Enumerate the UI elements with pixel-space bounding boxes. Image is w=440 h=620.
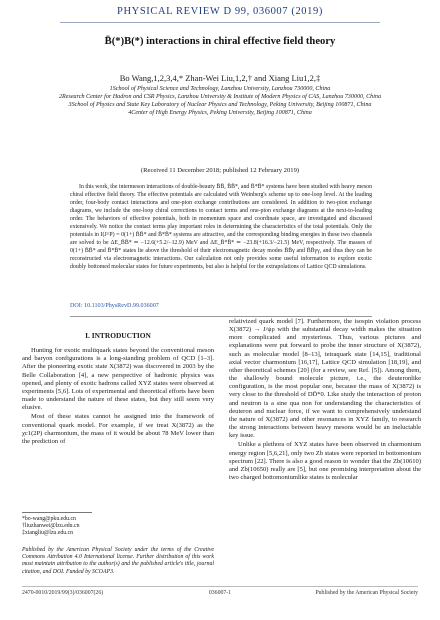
footnotes bbox=[22, 516, 214, 537]
footnote-email-2: †liuzhanwei@lzu.edu.cn bbox=[22, 523, 80, 529]
author-list: Bo Wang,1,2,3,4,* Zhan-Wei Liu,1,2,† and Xiang Liu1,2,‡ bbox=[119, 73, 321, 83]
section-title: I. INTRODUCTION bbox=[85, 331, 151, 340]
abstract: In this work, the intermeson interactions of double-beauty B̄B̄, B̄B̄*, and B̄*B̄* systems have been studied with heavy meson chiral effective field theory. The effective potentials are calculated with Weinberg's scheme up to one-loop level. At the leading order, four-body contact interactions and one-pion exchange contributions are considered. In addition to two-pion exchange diagrams, we include the one-loop chiral corrections to contact terms and one-pion exchange diagrams at the next-to-leading order. The behaviors of effective potentials, both in momentum space and coordinate space, are investigated and discussed extensively. We notice the contact terms play important roles in determining the characteristics of the total potentials. Only the potentials in I(J^P) = 0(1+) B̄B̄* and B̄*B̄* systems are attractive, and the corresponding binding energies in these two channels are solved to be ΔE_B̄B̄* ≃ −12.6(+5.2/−12.9) MeV and ΔE_B̄*B̄* ≃ −23.8(+16.3/−21.5) MeV, respectively. The masses of 0(1+) B̄B̄* and B̄*B̄* states lie above the threshold of their electromagnetic decay modes B̄B̄γ and B̄B̄γγ, and thus they can be reconstructed via electromagnetic interactions. Our calculation not only provides some useful information to explore exotic doubly bottomed molecular states for future experiments, but also is helpful for the extrapolations of Lattice QCD simulations. bbox=[70, 184, 372, 271]
bottom-rule bbox=[22, 586, 418, 587]
footer-page-number: 036007-1 bbox=[208, 590, 232, 596]
footnote-rule bbox=[22, 512, 92, 513]
received-dates: (Received 11 December 2018; published 12 February 2019) bbox=[140, 167, 300, 174]
license-note: Published by the American Physical Society under the terms of the Creative Commons Attribution 4.0 International license. Further distribution of this work must maintain attribution to the author(s) and the published article's title, journal citation, and DOI. Funded by SCOAP3. bbox=[22, 547, 214, 575]
footer-publisher: Published by the American Physical Society bbox=[315, 590, 418, 596]
affiliation-4: 4Center of High Energy Physics, Peking University, Beijing 100871, China bbox=[128, 109, 312, 116]
doi-link[interactable]: DOI: 10.1103/PhysRevD.99.036007 bbox=[70, 303, 159, 309]
intro-paragraph-3: relativized quark model [7]. Furthermore, the isospin violation process X(3872) → J/ψρ with the substantial decay width makes the situation more complicated and mysterious. Thus, various pictures and explanations were put forward to probe the inner structure of X(3872), such as molecular model [8–13], tetraquark state [14,15], traditional axial vector charmonium [16,17], Lattice QCD simulation [18,19], and other theoretical schemes [20] (for a review, see Ref. [5]). Among them, the shallowly bound molecule picture, i.e., the deuteronlike configuration, is the most popular one, because the mass of X(3872) is very close to the threshold of DD̄*0. Like study the interaction of proton and neutron is a sine qua non for understanding the characteristics of deuteron and nuclear force, if we want to comprehensively understand the nature of X(3872) and other resonances in XYZ family, to research the strong interactions between heavy mesons would be an ineluctable key issue. bbox=[229, 318, 421, 440]
affiliation-2: 2Research Center for Hadron and CSR Physics, Lanzhou University & Institute of Modern Physics of CAS, Lanzhou 730000, China bbox=[59, 93, 381, 100]
affiliation-3: 3School of Physics and State Key Laboratory of Nuclear Physics and Technology, Peking University, Beijing 100871, China bbox=[68, 101, 372, 108]
footnote-email-3: ‡xiangliu@lzu.edu.cn bbox=[22, 530, 74, 536]
footnote-email-1: *bo-wang@pku.edu.cn bbox=[22, 516, 76, 522]
right-column bbox=[229, 318, 421, 483]
header-rule bbox=[60, 22, 380, 23]
intro-paragraph-4: Unlike a plethora of XYZ states have been observed in charmonium energy region [5,6,21], only two Zb states were reported in bottomonium spectrum [22]. There is also a good reason to wonder that the Zb(10610) and Zb(10650) really are [5], but one promising interpretation about the two charged bottomoniumlike states is molecular bbox=[229, 441, 421, 481]
doi-line bbox=[70, 303, 372, 309]
affiliation-1: 1School of Physical Science and Technology, Lanzhou University, Lanzhou 730000, China bbox=[109, 86, 331, 92]
affiliations bbox=[40, 86, 400, 118]
left-column bbox=[22, 326, 214, 447]
intro-paragraph-2: Most of these states cannot be assigned into the framework of conventional quark model. For example, if we treat X(3872) as the χc1(2P) charmonium, the mass of it would be about 78 MeV lower than the prediction of bbox=[22, 413, 214, 445]
paper-title: B̄(*)B(*) interactions in chiral effective field theory bbox=[104, 36, 336, 47]
intro-paragraph-1: Hunting for exotic multiquark states beyond the conventional meson and baryon configurations is a long-standing problem of QCD [1–3]. After the pioneering exotic state X(3872) was discovered in 2003 by the Belle Collaboration [4], a new perspective of hadronic physics was opened, and plenty of exotic hadrons called XYZ states were observed at experiments [5,6]. Lots of experimental and theoretical efforts have been made to understand the nature of these states, but they still seem very elusive. bbox=[22, 347, 214, 412]
journal-header: PHYSICAL REVIEW D 99, 036007 (2019) bbox=[117, 6, 323, 17]
footer-issn: 2470-0010/2019/99(3)/036007(26) bbox=[22, 590, 104, 596]
abstract-divider bbox=[70, 316, 372, 317]
